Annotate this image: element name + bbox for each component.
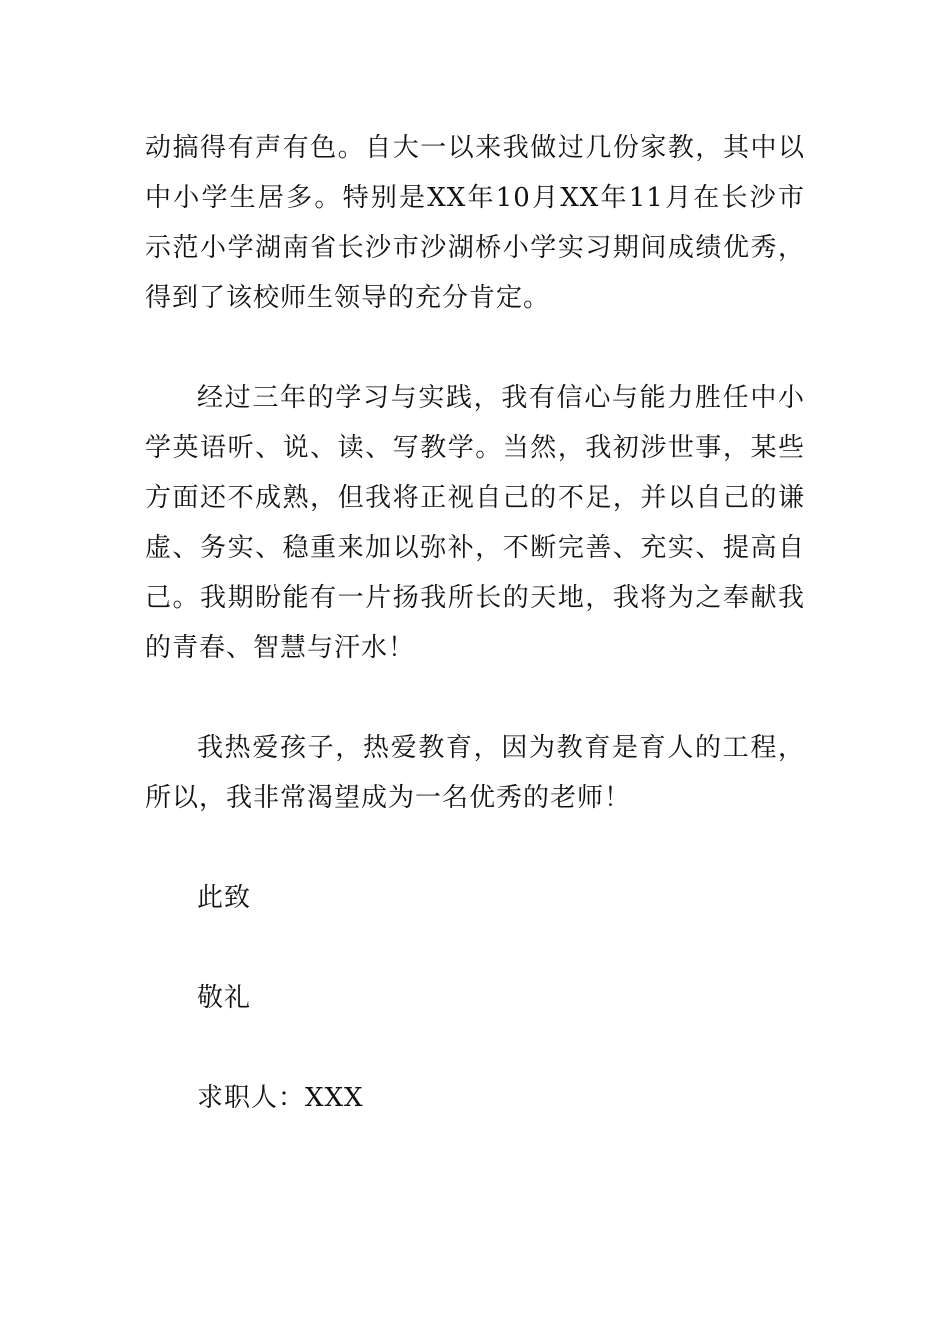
closing-signature: 求职人：XXX xyxy=(197,1083,364,1113)
paragraph-gap xyxy=(145,673,805,723)
paragraph-aspiration: 我热爱孩子，热爱教育，因为教育是育人的工程，所以，我非常渴望成为一名优秀的老师！ xyxy=(145,733,805,813)
paragraph-gap xyxy=(145,323,805,373)
paragraph-gap xyxy=(145,1023,805,1073)
letter-body xyxy=(145,123,805,1123)
paragraph-qualifications: 经过三年的学习与实践，我有信心与能力胜任中小学英语听、说、读、写教学。当然，我初涉世事，某些方面还不成熟，但我将正视自己的不足，并以自己的谦虚、务实、稳重来加以弥补，不断完善、充实、提高自己。我期盼能有一片扬我所长的天地，我将为之奉献我的青春、智慧与汗水！ xyxy=(145,383,805,663)
closing-regards: 敬礼 xyxy=(197,983,252,1013)
paragraph-gap xyxy=(145,923,805,973)
paragraph-gap xyxy=(145,823,805,873)
closing-salutation: 此致 xyxy=(197,883,252,913)
paragraph-continuation: 动搞得有声有色。自大一以来我做过几份家教，其中以中小学生居多。特别是XX年10月XX年11月在长沙市示范小学湖南省长沙市沙湖桥小学实习期间成绩优秀，得到了该校师生领导的充分肯定。 xyxy=(145,133,805,313)
